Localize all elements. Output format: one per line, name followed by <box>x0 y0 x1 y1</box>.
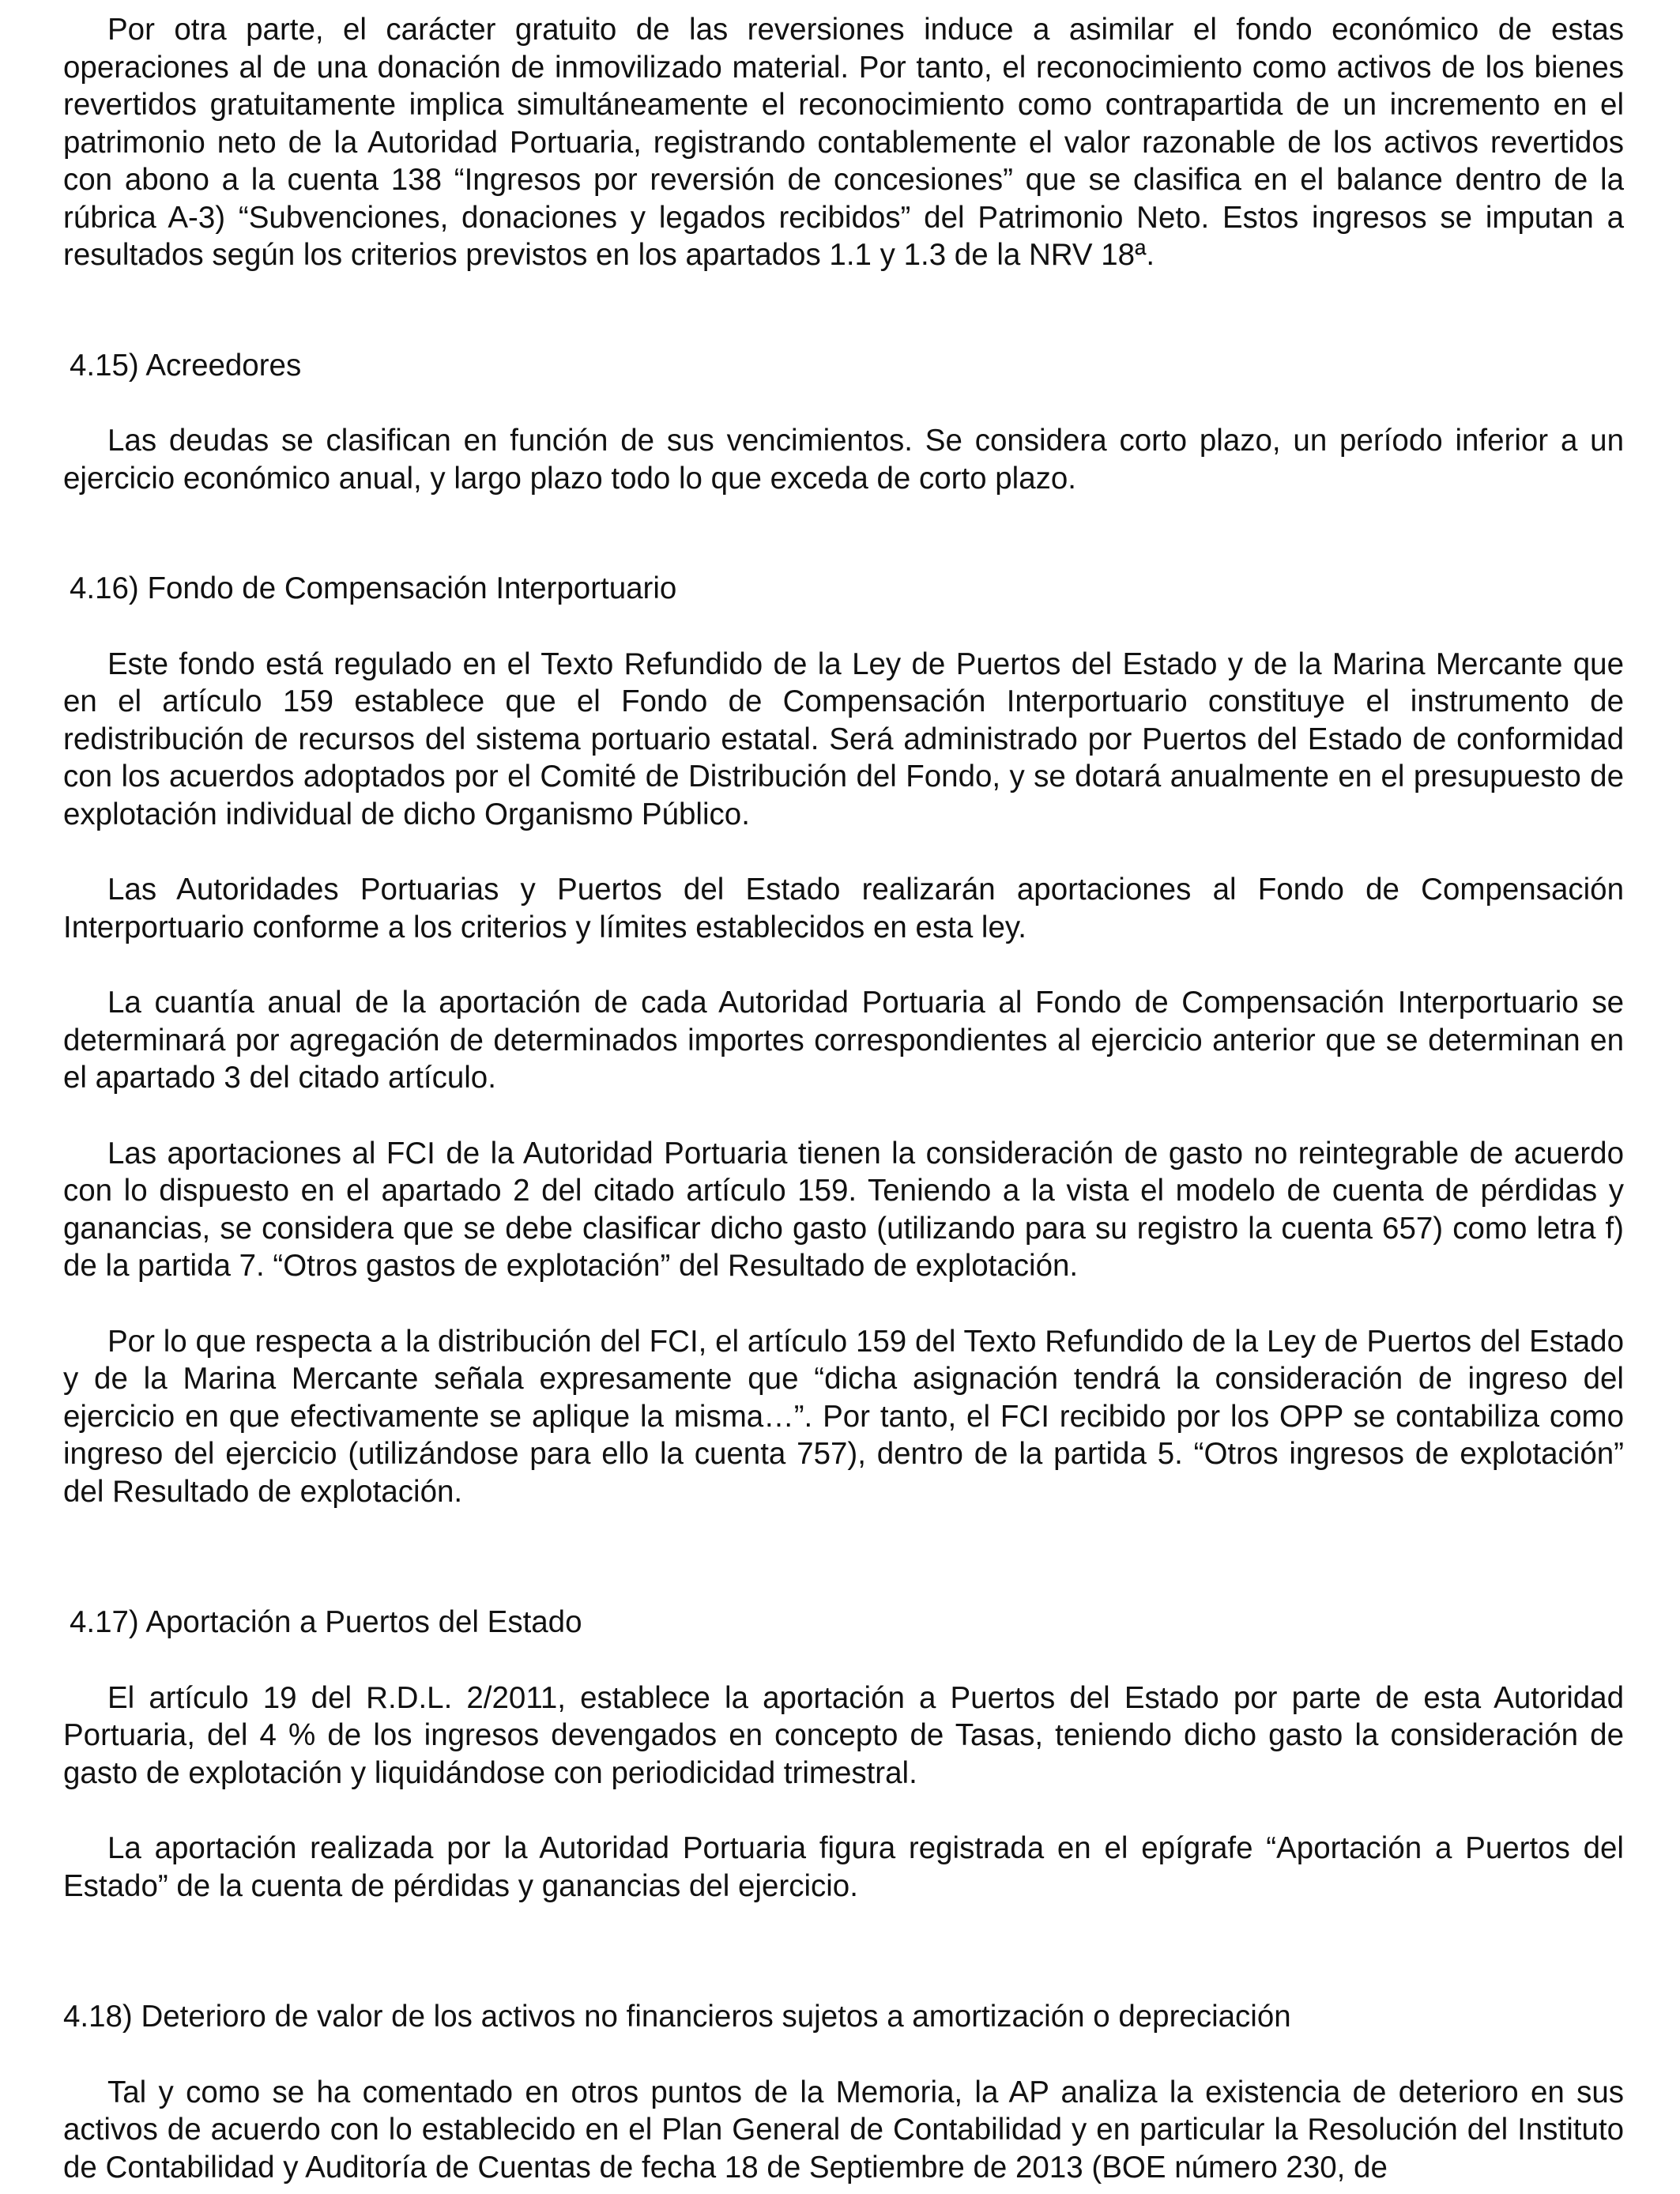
paragraph-4-16-4: Las aportaciones al FCI de la Autoridad Portuaria tienen la consideración de gasto no reintegrable de acuerdo con lo dispuesto en el apartado 2 del citado artículo 159. Teniendo a la vista el modelo de cuenta de pérdidas y ganancias, se considera que se debe clasificar dicho gasto (utilizando para su registro la cuenta 657) como letra f) de la partida 7. “Otros gastos de explotación” del Resultado de explotación. <box>63 1136 1624 1283</box>
document-page <box>63 11 1624 2186</box>
paragraph-4-16-2: Las Autoridades Portuarias y Puertos del Estado realizarán aportaciones al Fondo de Compensación Interportuario conforme a los criterios y límites establecidos en esta ley. <box>63 873 1624 944</box>
section-heading-4-15: 4.15) Acreedores <box>70 348 302 383</box>
paragraph-4-16-3: La cuantía anual de la aportación de cada Autoridad Portuaria al Fondo de Compensación Interportuario se determinará por agregación de determinados importes correspondientes al ejercicio anterior que se determinan en el apartado 3 del citado artículo. <box>63 986 1624 1095</box>
paragraph-4-17-2: La aportación realizada por la Autoridad Portuaria figura registrada en el epígrafe “Aportación a Puertos del Estado” de la cuenta de pérdidas y ganancias del ejercicio. <box>63 1831 1624 1903</box>
section-heading-4-17: 4.17) Aportación a Puertos del Estado <box>70 1605 582 1639</box>
paragraph-4-17-1: El artículo 19 del R.D.L. 2/2011, establece la aportación a Puertos del Estado por parte de esta Autoridad Portuaria, del 4 % de los ingresos devengados en concepto de Tasas, teniendo dicho gasto la consideración de gasto de explotación y liquidándose con periodicidad trimestral. <box>63 1680 1624 1790</box>
intro-paragraph: Por otra parte, el carácter gratuito de las reversiones induce a asimilar el fondo económico de estas operaciones al de una donación de inmovilizado material. Por tanto, el reconocimiento como activos de los bienes revertidos gratuitamente implica simultáneamente el reconocimiento como contrapartida de un incremento en el patrimonio neto de la Autoridad Portuaria, registrando contablemente el valor razonable de los activos revertidos con abono a la cuenta 138 “Ingresos por reversión de concesiones” que se clasifica en el balance dentro de la rúbrica A-3) “Subvenciones, donaciones y legados recibidos” del Patrimonio Neto. Estos ingresos se imputan a resultados según los criterios previstos en los apartados 1.1 y 1.3 de la NRV 18ª. <box>63 13 1624 272</box>
paragraph-4-16-5: Por lo que respecta a la distribución del FCI, el artículo 159 del Texto Refundido de la Ley de Puertos del Estado y de la Marina Mercante señala expresamente que “dicha asignación tendrá la consideración de ingreso del ejercicio en que efectivamente se aplique la misma…”. Por tanto, el FCI recibido por los OPP se contabiliza como ingreso del ejercicio (utilizándose para ello la cuenta 757), dentro de la partida 5. “Otros ingresos de explotación” del Resultado de explotación. <box>63 1324 1624 1509</box>
paragraph-4-16-1: Este fondo está regulado en el Texto Refundido de la Ley de Puertos del Estado y de la Marina Mercante que en el artículo 159 establece que el Fondo de Compensación Interportuario constituye el instrumento de redistribución de recursos del sistema portuario estatal. Será administrado por Puertos del Estado de conformidad con los acuerdos adoptados por el Comité de Distribución del Fondo, y se dotará anualmente en el presupuesto de explotación individual de dicho Organismo Público. <box>63 647 1624 831</box>
paragraph-4-15-1: Las deudas se clasifican en función de sus vencimientos. Se considera corto plazo, un período inferior a un ejercicio económico anual, y largo plazo todo lo que exceda de corto plazo. <box>63 424 1624 496</box>
section-heading-4-16: 4.16) Fondo de Compensación Interportuario <box>70 571 677 605</box>
paragraph-4-18-1: Tal y como se ha comentado en otros puntos de la Memoria, la AP analiza la existencia de deterioro en sus activos de acuerdo con lo establecido en el Plan General de Contabilidad y en particular la Resolución del Instituto de Contabilidad y Auditoría de Cuentas de fecha 18 de Septiembre de 2013 (BOE número 230, de <box>63 2075 1624 2185</box>
section-heading-4-18: 4.18) Deterioro de valor de los activos no financieros sujetos a amortización o depreciación <box>63 2000 1291 2034</box>
